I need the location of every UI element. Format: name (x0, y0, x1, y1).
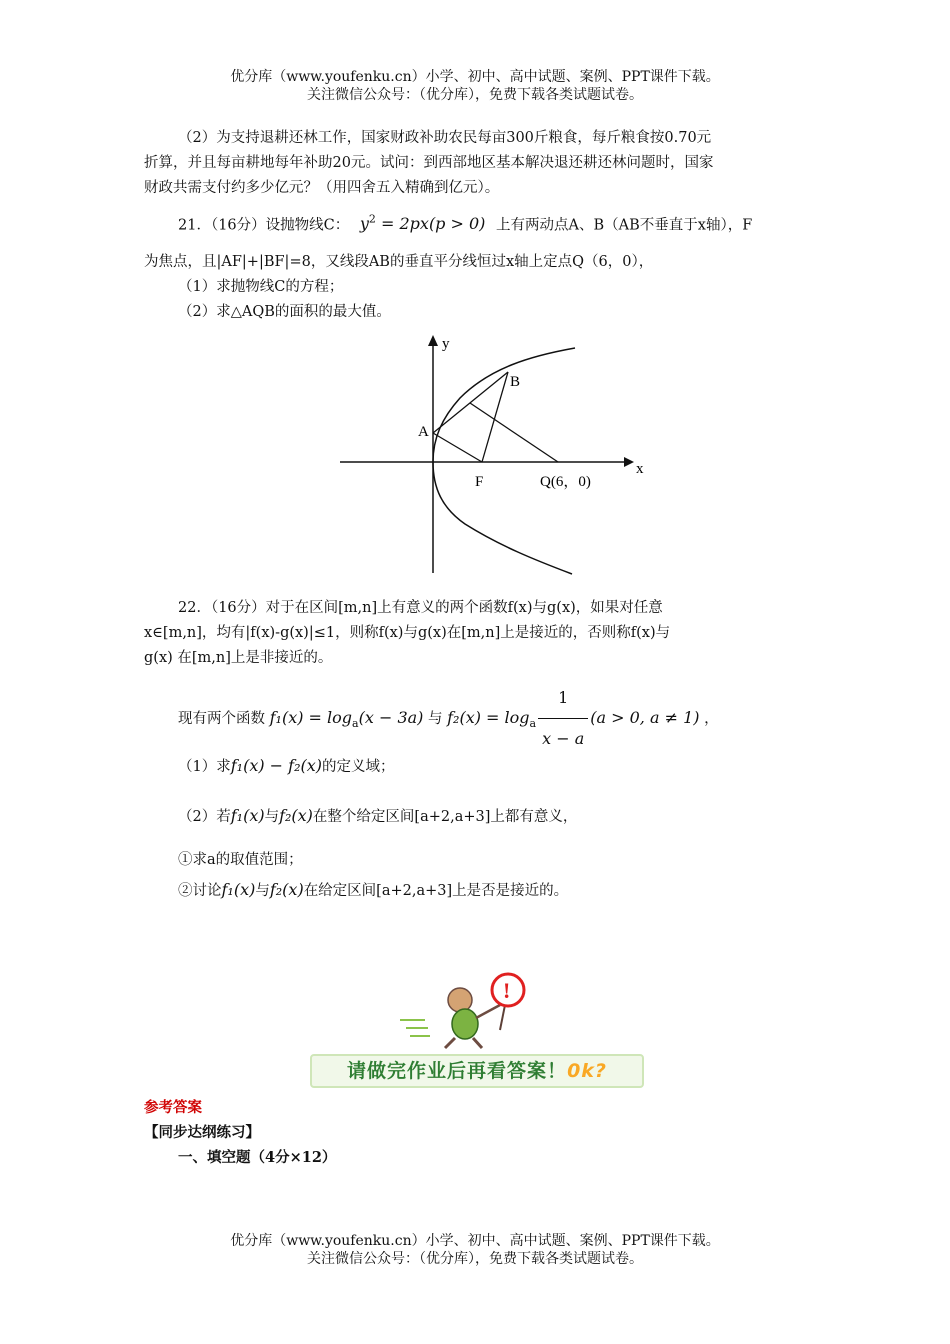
chord-ab (433, 372, 508, 433)
eq-exp: 2 (368, 213, 376, 226)
y-axis-arrow (428, 335, 438, 346)
page-header (0, 68, 950, 104)
q21-line2: 为焦点，且|AF|+|BF|=8，又线段AB的垂直平分线恒过x轴上定点Q（6，0）， (144, 254, 654, 270)
f2-fraction (538, 678, 588, 759)
sub1-post: 的定义域； (322, 759, 395, 775)
f1-arg: (x − 3a) (358, 708, 424, 727)
q21-intro: 21．（16分）设抛物线C： (178, 217, 350, 234)
footer-line-2: 关注微信公众号：（优分库），免费下载各类试题试卷。 (307, 1251, 643, 1267)
q22-functions-line (178, 678, 719, 759)
q22-sub2 (178, 806, 577, 827)
f1-base: a (352, 717, 359, 731)
item2-pre: ②讨论 (178, 883, 222, 899)
q20-part2-line3: 财政共需支付约多少亿元？（用四舍五入精确到亿元）。 (144, 180, 500, 196)
banner-text: 请做完作业后再看答案！ (347, 1060, 568, 1082)
q22-item2 (178, 880, 568, 901)
q22-line3: g(x) 在[m,n]上是非接近的。 (144, 650, 333, 666)
answers-part1: 一、填空题（4分×12） (178, 1149, 337, 1166)
sub2-f1: f₁(x) (230, 806, 265, 825)
item2-f1: f₁(x) (221, 880, 256, 899)
header-line-2: 关注微信公众号：（优分库），免费下载各类试题试卷。 (307, 87, 643, 103)
cartoon-body (452, 1009, 478, 1039)
q20-part2-line1: （2）为支持退耕还林工作，国家财政补助农民每亩300斤粮食，每斤粮食按0.70元 (178, 130, 712, 146)
label-f: F (475, 474, 484, 490)
sub1-pre: （1）求 (178, 759, 231, 775)
parabola-figure (330, 328, 650, 580)
answers-title: 参考答案 (144, 1099, 202, 1116)
label-x: x (636, 461, 644, 477)
label-b: B (510, 374, 521, 390)
warning-mark: ! (503, 978, 511, 1003)
q21-after-eq: 上有两动点A、B（AB不垂直于x轴），F (496, 217, 753, 234)
item2-post: 在给定区间[a+2,a+3]上是否是接近的。 (303, 883, 569, 899)
q21-sub1: （1）求抛物线C的方程； (178, 279, 344, 295)
funcs-comma: ， (704, 711, 719, 727)
label-y: y (442, 336, 450, 352)
sub2-f2: f₂(x) (279, 806, 313, 825)
banner-strip (310, 1054, 644, 1088)
f1-definition (269, 708, 424, 731)
header-line-1: 优分库（www.youfenku.cn）小学、初中、高中试题、案例、PPT课件下载。 (230, 69, 720, 85)
q22-sub1 (178, 756, 395, 777)
funcs-conj: 与 (428, 711, 443, 727)
cartoon-head (448, 988, 472, 1012)
q22-item1: ①求a的取值范围； (178, 852, 303, 868)
q20-part2-line2: 折算，并且每亩耕地每年补助20元。试问：到西部地区基本解决退还耕还林问题时，国家 (144, 155, 714, 171)
f2-denominator: x − a (542, 729, 585, 748)
f2-numerator: 1 (538, 678, 588, 719)
f2-base: a (529, 717, 537, 731)
eq-y: y (359, 214, 369, 234)
eq-rhs: = 2px(p > 0) (381, 214, 486, 234)
footer-line-1: 优分库（www.youfenku.cn）小学、初中、高中试题、案例、PPT课件下载。 (230, 1233, 720, 1249)
f2-definition (447, 688, 700, 748)
f2-condition: (a > 0, a ≠ 1) (590, 708, 700, 727)
q22-line1: 22．（16分）对于在区间[m,n]上有意义的两个函数f(x)与g(x)，如果对任意 (178, 600, 663, 616)
page-footer (0, 1232, 950, 1268)
banner-ok: 0k? (567, 1060, 607, 1082)
answers-section: 【同步达纲练习】 (144, 1124, 260, 1141)
q21-sub2: （2）求△AQB的面积的最大值。 (178, 304, 391, 320)
homework-banner (310, 970, 640, 1090)
label-a: A (418, 424, 429, 440)
perpendicular-bisector (470, 403, 558, 462)
item2-and: 与 (255, 883, 270, 899)
segment-bf (482, 372, 508, 462)
x-axis-arrow (624, 457, 634, 467)
funcs-intro: 现有两个函数 (178, 711, 265, 727)
sub1-expr: f₁(x) − f₂(x) (230, 756, 322, 775)
item2-f2: f₂(x) (269, 880, 304, 899)
f1-log: f₁(x) = log (269, 708, 353, 727)
q22-line2: x∈[m,n]，均有|f(x)-g(x)|≤1，则称f(x)与g(x)在[m,n]上是接近的，否则称f(x)与 (144, 625, 671, 641)
label-q: Q(6，0) (540, 474, 591, 490)
q21-intro-line (178, 210, 752, 235)
cartoon-figure (310, 970, 640, 1050)
segment-af (433, 433, 482, 462)
f2-log: f₂(x) = log (447, 708, 530, 727)
q21-equation (360, 214, 486, 233)
sub2-pre: （2）若 (178, 809, 231, 825)
sub2-post: 在整个给定区间[a+2,a+3]上都有意义， (312, 809, 578, 825)
sub2-and: 与 (264, 809, 280, 825)
